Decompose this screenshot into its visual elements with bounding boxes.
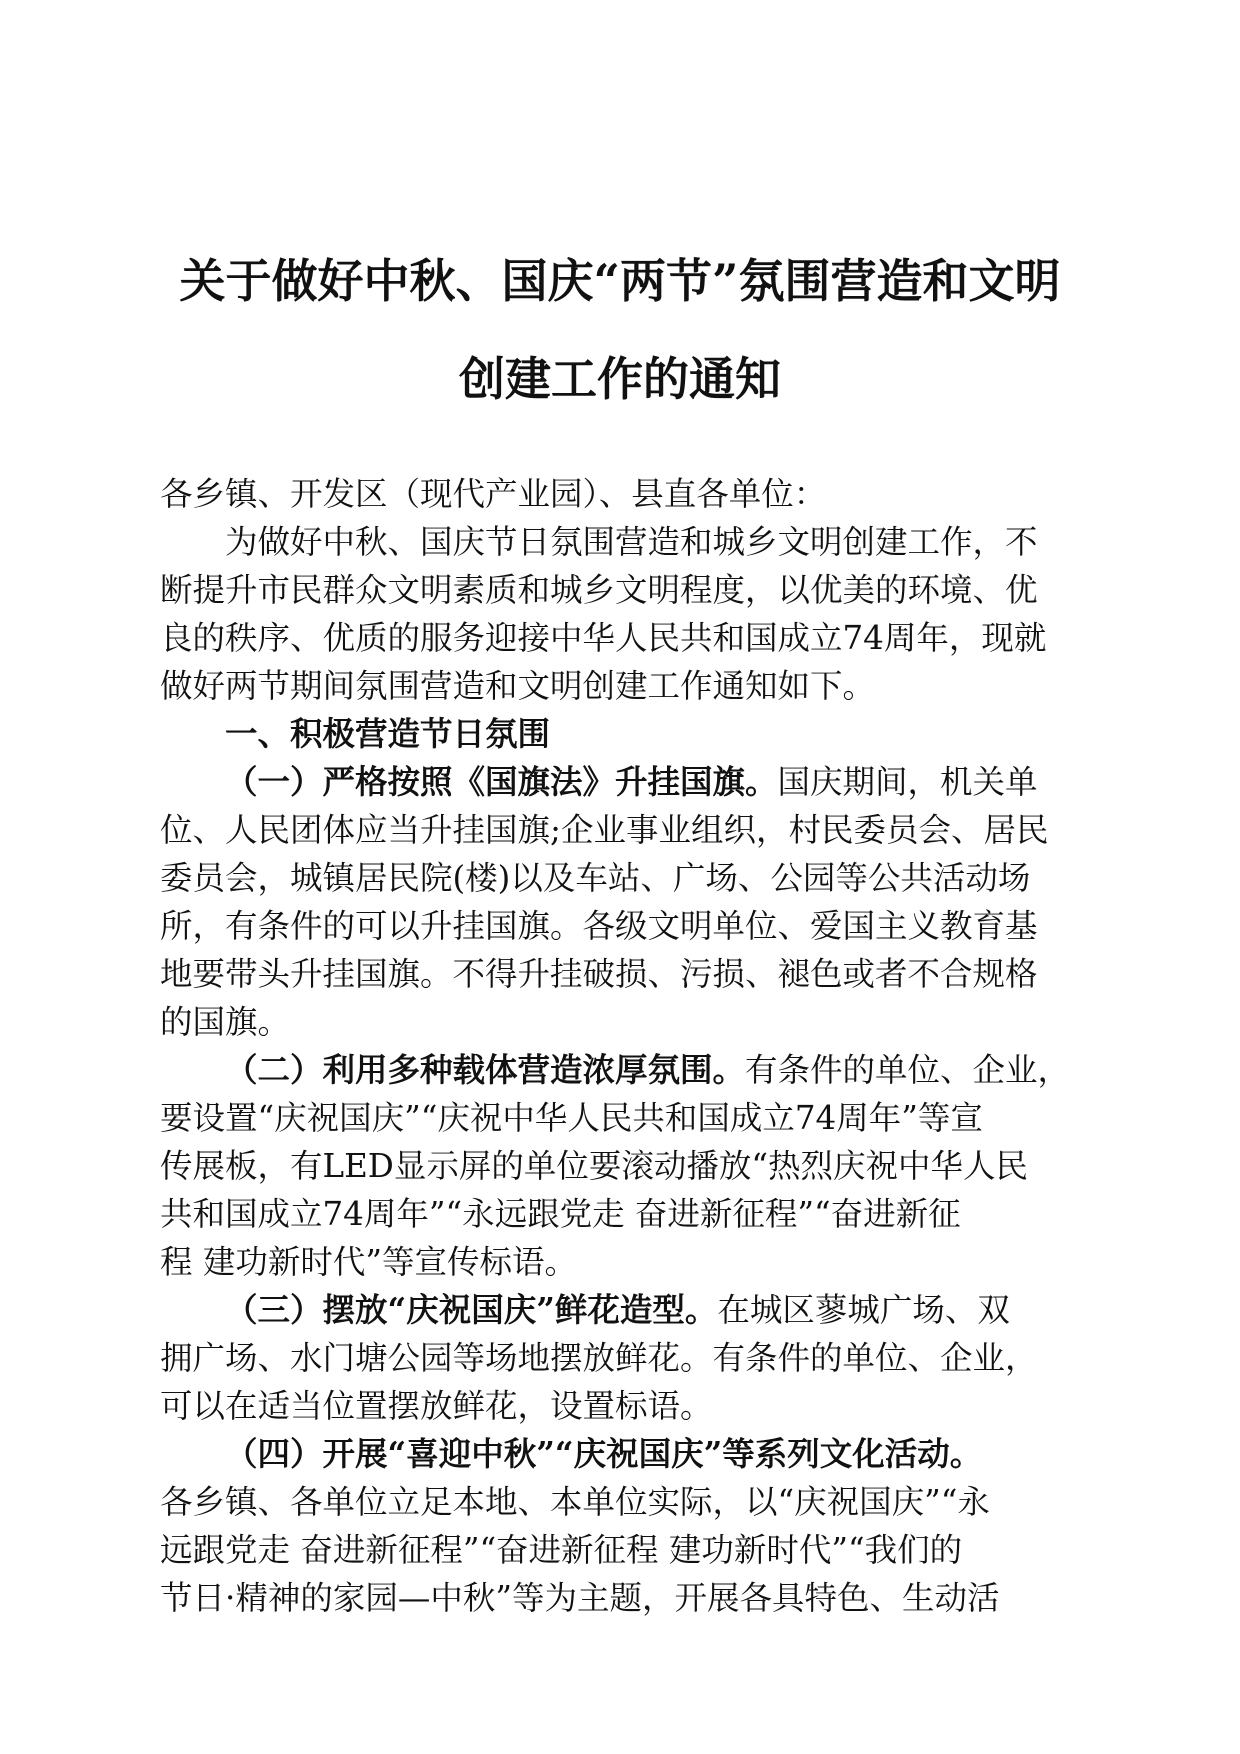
item-1-first-line [225,762,1038,801]
document-title-line-2: 创建工作的通知 [459,352,781,406]
item-2-line-5: 程 建功新时代”等宣传标语。 [160,1243,577,1281]
item-1-line-5: 地要带头升挂国旗。不得升挂破损、污损、褪色或者不合规格 [160,955,1038,993]
item-4-line-2: 各乡镇、各单位立足本地、本单位实际，以“庆祝国庆”“永 [160,1483,990,1521]
item-1-heading: （一）严格按照《国旗法》升挂国旗。 [225,762,778,801]
item-2-line-4: 共和国成立74周年”“永远跟党走 奋进新征程”“奋进新征 [160,1195,961,1233]
section-1-heading: 一、积极营造节日氛围 [225,715,551,753]
item-4-line-3: 远跟党走 奋进新征程”“奋进新征程 建功新时代”“我们的 [160,1531,963,1569]
item-2-heading: （二）利用多种载体营造浓厚氛围。 [225,1050,746,1089]
item-3-line-2: 拥广场、水门塘公园等场地摆放鲜花。有条件的单位、企业， [160,1339,1038,1377]
item-2-line-3: 传展板，有LED显示屏的单位要滚动播放“热烈庆祝中华人民 [160,1147,1028,1185]
item-4-heading: （四）开展“喜迎中秋”“庆祝国庆”等系列文化活动。 [225,1434,983,1473]
item-3-first-line-rest: 在城区蓼城广场、双 [717,1291,1010,1329]
item-3-heading: （三）摆放“庆祝国庆”鲜花造型。 [225,1290,718,1329]
item-1-line-4: 所，有条件的可以升挂国旗。各级文明单位、爱国主义教育基 [160,907,1038,945]
intro-line-2: 断提升市民群众文明素质和城乡文明程度，以优美的环境、优 [160,571,1038,609]
item-4-first-line [225,1434,983,1473]
item-1-line-3: 委员会，城镇居民院(楼)以及车站、广场、公园等公共活动场 [160,859,1031,897]
item-2-first-line-rest: 有条件的单位、企业， [745,1051,1071,1089]
intro-line-3: 良的秩序、优质的服务迎接中华人民共和国成立74周年，现就 [160,619,1047,657]
document-title-line-1: 关于做好中秋、国庆“两节”氛围营造和文明 [179,254,1061,308]
item-3-first-line [225,1290,1010,1329]
item-1-line-2: 位、人民团体应当升挂国旗;企业事业组织，村民委员会、居民 [160,811,1049,849]
item-1-first-line-rest: 国庆期间，机关单 [777,763,1038,801]
item-3-line-3: 可以在适当位置摆放鲜花，设置标语。 [160,1387,713,1425]
item-2-first-line [225,1050,1071,1089]
item-1-line-6: 的国旗。 [160,1003,291,1041]
salutation: 各乡镇、开发区（现代产业园）、县直各单位： [160,475,827,513]
item-2-line-2: 要设置“庆祝国庆”“庆祝中华人民共和国成立74周年”等宣 [160,1099,983,1137]
intro-line-4: 做好两节期间氛围营造和文明创建工作通知如下。 [160,667,876,705]
intro-line-1: 为做好中秋、国庆节日氛围营造和城乡文明创建工作，不 [225,523,1038,561]
item-4-line-4: 节日·精神的家园—中秋”等为主题，开展各具特色、生动活 [160,1579,1000,1617]
